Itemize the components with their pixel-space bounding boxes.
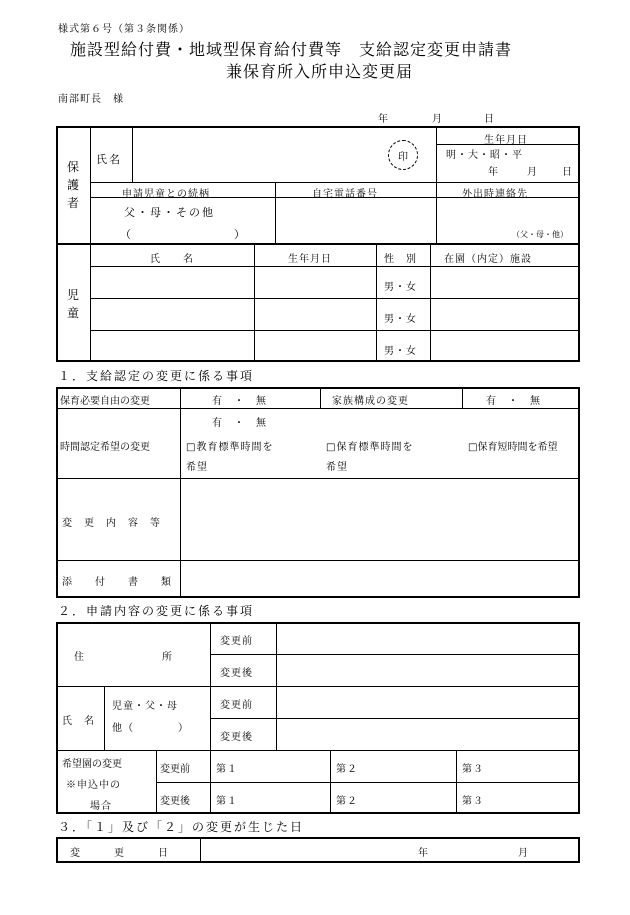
- relation-paren-open: （: [120, 228, 133, 241]
- need-reason-yes-no: 有 ・ 無: [212, 396, 267, 407]
- time-yes-no: 有 ・ 無: [212, 418, 267, 429]
- choice-2-after: 第２: [336, 796, 358, 807]
- form-subtitle: 兼保育所入所申込変更届: [226, 62, 414, 81]
- seal-stamp-mark: 印: [388, 140, 418, 170]
- guardian-label: 保護者: [66, 160, 79, 210]
- attachments-label: 添 付 書 類: [62, 577, 172, 588]
- section2-heading: ２．申請内容の変更に係る事項: [58, 604, 255, 618]
- family-label: 家族構成の変更: [332, 396, 409, 407]
- address-before: 変更前: [220, 636, 253, 647]
- change-date-label: 変 更 日: [70, 848, 169, 859]
- child-sex-option: 男・女: [384, 346, 417, 357]
- option-care-standard[interactable]: □保育標準時間を: [326, 442, 414, 453]
- nursery-before: 変更前: [160, 764, 190, 775]
- change-date-month: 月: [518, 848, 529, 859]
- birth-month: 月: [527, 167, 538, 178]
- option-education-standard[interactable]: □教育標準時間を: [186, 442, 274, 453]
- choice-3-after: 第３: [462, 796, 484, 807]
- choice-3-before: 第３: [462, 764, 484, 775]
- choice-2-before: 第２: [336, 764, 358, 775]
- away-contact-label: 外出時連絡先: [462, 189, 528, 200]
- date-month: 月: [432, 114, 443, 125]
- name-who-line1: 児童・父・母: [112, 701, 178, 712]
- birth-year: 年: [488, 167, 499, 178]
- child-header-sex: 性 別: [384, 254, 417, 265]
- child-sex-option: 男・女: [384, 282, 417, 293]
- option-suffix: 希望: [326, 462, 348, 473]
- choice-1-before: 第１: [216, 764, 238, 775]
- name-before: 変更前: [220, 700, 253, 711]
- child-label: 児童: [66, 288, 79, 320]
- date-year: 年: [378, 114, 389, 125]
- birth-day: 日: [562, 167, 573, 178]
- away-contact-note: （父・母・他）: [512, 230, 568, 239]
- time-label: 時間認定希望の変更: [60, 442, 150, 453]
- section1-heading: １．支給認定の変更に係る事項: [58, 369, 255, 383]
- date-day: 日: [484, 114, 495, 125]
- nursery-change-line2: ※申込中の: [66, 780, 121, 791]
- child-header-birth: 生年月日: [288, 254, 332, 265]
- name-change-label: 氏 名: [62, 716, 95, 727]
- nursery-after: 変更後: [160, 796, 190, 807]
- option-care-short[interactable]: □保育短時間を希望: [468, 442, 558, 453]
- section3-heading: ３．「１」及び「２」の変更が生じた日: [58, 820, 305, 834]
- relation-label: 申請児童との続柄: [122, 189, 210, 200]
- home-phone-label: 自宅電話番号: [312, 189, 378, 200]
- child-header-name: 氏 名: [150, 254, 194, 265]
- address-label: 住 所: [74, 652, 173, 663]
- era-options: 明・大・昭・平: [446, 150, 523, 161]
- change-date-year: 年: [418, 848, 429, 859]
- addressee: 南部町長 様: [58, 94, 124, 105]
- name-who-line2: 他（ ）: [112, 723, 189, 734]
- relation-options: 父・母・その他: [124, 206, 215, 219]
- form-title: 施設型給付費・地域型保育給付費等 支給認定変更申請書: [70, 40, 513, 59]
- relation-paren-close: ）: [234, 228, 247, 241]
- form-number: 様式第６号（第３条関係）: [58, 24, 190, 35]
- section1-table: [56, 387, 580, 598]
- name-after: 変更後: [220, 732, 253, 743]
- option-suffix: 希望: [186, 462, 208, 473]
- child-header-facility: 在園（内定）施設: [444, 254, 532, 265]
- choice-1-after: 第１: [216, 796, 238, 807]
- change-detail-label: 変 更 内 容 等: [62, 518, 161, 529]
- need-reason-label: 保育必要自由の変更: [60, 396, 150, 407]
- nursery-change-line3: 場合: [90, 801, 112, 812]
- nursery-change-line1: 希望園の変更: [62, 759, 122, 770]
- family-yes-no: 有 ・ 無: [486, 396, 541, 407]
- address-after: 変更後: [220, 668, 253, 679]
- birth-label: 生年月日: [484, 135, 528, 146]
- child-sex-option: 男・女: [384, 314, 417, 325]
- guardian-name-label: 氏名: [96, 153, 122, 166]
